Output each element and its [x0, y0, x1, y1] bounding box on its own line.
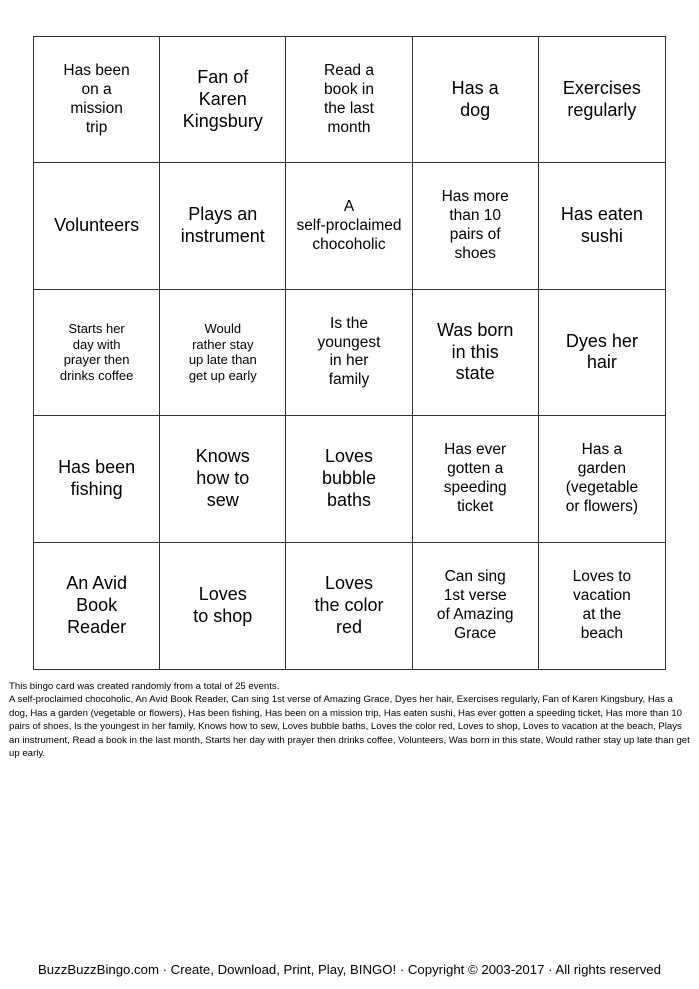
bingo-cell-text: Fan of Karen Kingsbury	[182, 66, 263, 131]
bingo-cell-text: Has a dog	[451, 77, 499, 120]
bingo-cell	[413, 416, 539, 542]
bingo-cell	[413, 37, 539, 163]
bingo-cell	[160, 37, 286, 163]
bingo-cell	[286, 543, 412, 669]
bingo-cell	[413, 163, 539, 289]
bingo-cell	[539, 416, 665, 542]
bingo-cell-text: Has eaten sushi	[560, 204, 643, 247]
bingo-cell-text: Plays an instrument	[180, 204, 265, 247]
bingo-cell-text: Was born in this state	[437, 319, 514, 384]
event-list: A self-proclaimed chocoholic, An Avid Book Reader, Can sing 1st verse of Amazing Grace, Dyes her hair, Exercises regularly, Fan of Karen Kingsbury, Has a dog, Has a garden (vegetable or flowers), Has been fishing, Has been on a mission trip, Has eaten sushi, Has ever gotten a speeding ticket, Has more than 10 pairs of shoes, Is the youngest in her family, Knows how to sew, Loves bubble baths, Loves the color red, Loves to shop, Loves to vacation at the beach, Plays an instrument, Read a book in the last month, Starts her day with prayer then drinks coffee, Volunteers, Was born in this state, Would rather stay up late than get up early.	[9, 694, 690, 760]
bingo-cell	[34, 416, 160, 542]
bingo-cell	[539, 543, 665, 669]
bingo-cell	[286, 290, 412, 416]
bingo-cell	[286, 416, 412, 542]
bingo-cell-text: Is the youngest in her family	[317, 314, 381, 389]
bingo-cell	[34, 37, 160, 163]
bingo-cell	[286, 163, 412, 289]
bingo-cell-text: Can sing 1st verse of Amazing Grace	[436, 567, 514, 642]
bingo-cell	[539, 163, 665, 289]
bingo-cell	[160, 163, 286, 289]
bingo-cell-text: Loves to shop	[193, 583, 253, 626]
bingo-cell-text: Has ever gotten a speeding ticket	[443, 441, 507, 515]
bingo-cell-text: An Avid Book Reader	[66, 572, 127, 637]
bingo-cell	[34, 543, 160, 669]
event-info	[9, 680, 691, 760]
bingo-cell-text: Loves to vacation at the beach	[572, 567, 632, 642]
bingo-cell	[539, 290, 665, 416]
bingo-cell	[413, 290, 539, 416]
bingo-cell-text: A self-proclaimed chocoholic	[296, 197, 402, 253]
bingo-cell	[160, 290, 286, 416]
bingo-cell-text: Starts her day with prayer then drinks coffee	[59, 320, 134, 384]
bingo-cell-text: Volunteers	[54, 215, 140, 236]
bingo-cell-text: Knows how to sew	[195, 445, 250, 510]
footer-copyright: BuzzBuzzBingo.com · Create, Download, Print, Play, BINGO! · Copyright © 2003-2017 · All rights reserved	[38, 962, 661, 977]
bingo-cell-text: Has been fishing	[58, 456, 136, 499]
bingo-cell	[34, 290, 160, 416]
bingo-cell-text: Loves the color red	[314, 572, 384, 637]
bingo-cell	[286, 37, 412, 163]
bingo-cell-text: Would rather stay up late than get up early	[188, 320, 257, 384]
bingo-cell-text: Has been on a mission trip	[63, 61, 130, 136]
bingo-cell-text: Loves bubble baths	[321, 445, 377, 510]
bingo-cell	[160, 416, 286, 542]
bingo-cell-text: Has more than 10 pairs of shoes	[441, 188, 509, 262]
bingo-cell	[413, 543, 539, 669]
bingo-cell-text: Has a garden (vegetable or flowers)	[565, 441, 639, 515]
bingo-cell-text: Exercises regularly	[562, 77, 641, 120]
bingo-card	[33, 36, 666, 670]
event-count-note: This bingo card was created randomly from a total of 25 events.	[9, 681, 280, 692]
bingo-cell	[160, 543, 286, 669]
bingo-cell-text: Dyes her hair	[565, 330, 638, 373]
bingo-cell-text: Read a book in the last month	[324, 61, 374, 136]
bingo-cell	[539, 37, 665, 163]
bingo-cell	[34, 163, 160, 289]
